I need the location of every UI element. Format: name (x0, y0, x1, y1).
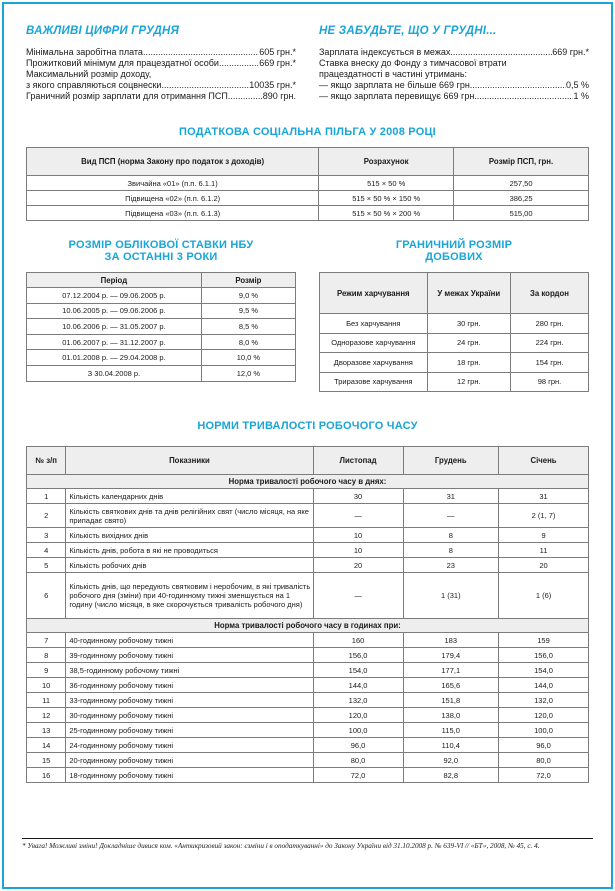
hours-section-row (27, 475, 589, 489)
per-diem-cell: 24 грн. (427, 333, 510, 353)
nbu-cell: 07.12.2004 р. — 09.06.2005 р. (27, 288, 202, 304)
top-info (26, 26, 589, 102)
psp-cell: 515 × 50 % × 200 % (319, 206, 454, 221)
hours-cell: 10 (27, 678, 66, 693)
hours-cell: 96,0 (313, 738, 403, 753)
hours-cell: 80,0 (313, 753, 403, 768)
hours-section-title: Норма тривалості робочого часу в годинах при: (27, 619, 589, 633)
hours-cell: 18-годинному робочому тижні (66, 768, 313, 783)
hours-cell: 72,0 (313, 768, 403, 783)
nbu-cell: З 30.04.2008 р. (27, 365, 202, 381)
hours-cell: 179,4 (403, 648, 499, 663)
hours-cell: 10 (313, 543, 403, 558)
nbu-cell: 9,5 % (201, 303, 295, 319)
indexation-label: Зарплата індексується в межах (319, 47, 451, 57)
per-diem-cell: Одноразове харчування (320, 333, 428, 353)
hours-cell: 1 (6) (499, 573, 589, 619)
important-item-label: Прожитковий мінімум для працездатної особи (26, 58, 219, 68)
hours-cell: 11 (27, 693, 66, 708)
hours-cell: 20-годинному робочому тижні (66, 753, 313, 768)
hours-cell: 100,0 (313, 723, 403, 738)
important-item-label: Мінімальна заробітна плата (26, 47, 143, 57)
hours-cell: 82,8 (403, 768, 499, 783)
per-diem-cell: Триразове харчування (320, 372, 428, 392)
rate-high-value: 1 % (573, 91, 589, 101)
hours-section-row (27, 619, 589, 633)
per-diem-title-line1: ГРАНИЧНИЙ РОЗМІР (395, 239, 513, 251)
hours-cell: 30-годинному робочому тижні (66, 708, 313, 723)
hours-cell: 100,0 (499, 723, 589, 738)
hours-cell: 15 (27, 753, 66, 768)
important-item-value: 605 грн.* (259, 47, 296, 57)
nbu-header-row (27, 273, 296, 288)
nbu-cell: 9,0 % (201, 288, 295, 304)
hours-cell: 72,0 (499, 768, 589, 783)
psp-column-header: Вид ПСП (норма Закону про податок з доходів) (27, 148, 319, 176)
fund-rate-line: Ставка внеску до Фонду з тимчасової втрати (319, 58, 507, 68)
hours-row (27, 504, 589, 528)
hours-cell: 13 (27, 723, 66, 738)
nbu-cell: 10,0 % (201, 350, 295, 366)
hours-cell: 7 (27, 633, 66, 648)
hours-cell: Кількість днів, робота в які не проводиться (66, 543, 313, 558)
important-item (26, 80, 296, 91)
per-diem-cell: 12 грн. (427, 372, 510, 392)
nbu-column-header: Розмір (201, 273, 295, 288)
per-diem-title (319, 239, 589, 263)
important-item-label: Граничний розмір зарплати для отримання ПСП (26, 91, 228, 101)
per-diem-cell: Без харчування (320, 314, 428, 334)
hours-cell: 132,0 (499, 693, 589, 708)
per-diem-row (320, 372, 589, 392)
dont-forget-title: НЕ ЗАБУДЬТЕ, ЩО У ГРУДНІ... (319, 25, 497, 37)
hours-cell: 14 (27, 738, 66, 753)
hours-cell: — (313, 504, 403, 528)
nbu-row (27, 288, 296, 304)
hours-cell: 110,4 (403, 738, 499, 753)
hours-column-header: Грудень (403, 447, 499, 475)
per-diem-cell: 154 грн. (510, 353, 588, 373)
per-diem-cell: Дворазове харчування (320, 353, 428, 373)
hours-cell: 1 (27, 489, 66, 504)
hours-column-header: № з/п (27, 447, 66, 475)
nbu-title-line1: РОЗМІР ОБЛІКОВОЇ СТАВКИ НБУ (68, 239, 254, 251)
psp-cell: Звичайна «01» (п.п. 6.1.1) (27, 176, 319, 191)
hours-column-header: Листопад (313, 447, 403, 475)
hours-cell: — (313, 573, 403, 619)
psp-cell: 257,50 (454, 176, 589, 191)
hours-cell: 20 (313, 558, 403, 573)
nbu-row (27, 303, 296, 319)
hours-cell: 12 (27, 708, 66, 723)
psp-cell: 515,00 (454, 206, 589, 221)
per-diem-row (320, 353, 589, 373)
rate-high-label: — якщо зарплата перевищує 669 грн. (319, 91, 477, 101)
psp-column-header: Розрахунок (319, 148, 454, 176)
hours-row (27, 753, 589, 768)
hours-cell: 4 (27, 543, 66, 558)
nbu-title-line2: ЗА ОСТАННІ 3 РОКИ (104, 251, 218, 263)
psp-row (27, 191, 589, 206)
hours-title: НОРМИ ТРИВАЛОСТІ РОБОЧОГО ЧАСУ (197, 420, 418, 432)
hours-row (27, 723, 589, 738)
hours-cell: — (403, 504, 499, 528)
hours-cell: 8 (27, 648, 66, 663)
hours-cell: 183 (403, 633, 499, 648)
nbu-title (26, 239, 296, 263)
hours-cell: Кількість святкових днів та днів релігійних свят (число місяця, на яке припадає свято) (66, 504, 313, 528)
hours-row (27, 528, 589, 543)
hours-cell: 144,0 (499, 678, 589, 693)
hours-cell: 2 (27, 504, 66, 528)
important-item-label: з якого справляються соцвнески (26, 80, 162, 90)
nbu-row (27, 350, 296, 366)
important-figures-title: ВАЖЛИВІ ЦИФРИ ГРУДНЯ (26, 25, 180, 37)
hours-cell: 20 (499, 558, 589, 573)
hours-cell: 36-годинному робочому тижні (66, 678, 313, 693)
hours-cell: 16 (27, 768, 66, 783)
psp-cell: Підвищена «03» (п.п. 6.1.3) (27, 206, 319, 221)
psp-header-row (27, 148, 589, 176)
hours-section-title: Норма тривалості робочого часу в днях: (27, 475, 589, 489)
psp-column-header: Розмір ПСП, грн. (454, 148, 589, 176)
per-diem-column-header: У межах України (427, 273, 510, 314)
hours-column-header: Показники (66, 447, 313, 475)
important-item (26, 91, 296, 102)
hours-cell: 9 (499, 528, 589, 543)
important-figures (26, 26, 296, 102)
hours-cell: 156,0 (499, 648, 589, 663)
hours-cell: 24-годинному робочому тижні (66, 738, 313, 753)
psp-title: ПОДАТКОВА СОЦІАЛЬНА ПІЛЬГА У 2008 РОЦІ (179, 126, 436, 138)
hours-cell: 31 (403, 489, 499, 504)
hours-column-header: Січень (499, 447, 589, 475)
nbu-row (27, 334, 296, 350)
hours-cell: 115,0 (403, 723, 499, 738)
important-item (26, 47, 296, 58)
per-diem-table (319, 272, 589, 392)
hours-cell: 165,6 (403, 678, 499, 693)
hours-cell: 38,5-годинному робочому тижні (66, 663, 313, 678)
psp-cell: 515 × 50 % × 150 % (319, 191, 454, 206)
nbu-cell: 01.01.2008 р. — 29.04.2008 р. (27, 350, 202, 366)
hours-table (26, 446, 589, 783)
rate-low-value: 0,5 % (565, 80, 589, 90)
hours-cell: Кількість днів, що передують святковим і неробочим, в які тривалість робочого дня (зміни) при 40-годинному тижні зменшується на 1 годину (число місяця, в яке скорочується тривалість робочого дня) (66, 573, 313, 619)
per-diem-cell: 224 грн. (510, 333, 588, 353)
per-diem-row (320, 314, 589, 334)
hours-row (27, 708, 589, 723)
psp-row (27, 206, 589, 221)
important-item (26, 58, 296, 69)
per-diem-column-header: За кордон (510, 273, 588, 314)
hours-cell: 151,8 (403, 693, 499, 708)
per-diem-cell: 18 грн. (427, 353, 510, 373)
hours-cell: 9 (27, 663, 66, 678)
hours-row (27, 768, 589, 783)
nbu-row (27, 365, 296, 381)
important-list (26, 47, 296, 102)
fund-rate-line-2: працездатності в частині утримань: (319, 69, 468, 79)
hours-cell: 8 (403, 543, 499, 558)
nbu-cell: 01.06.2007 р. — 31.12.2007 р. (27, 334, 202, 350)
hours-cell: 154,0 (313, 663, 403, 678)
hours-cell: 39-годинному робочому тижні (66, 648, 313, 663)
per-diem-title-line2: ДОБОВИХ (425, 251, 483, 263)
psp-table (26, 147, 589, 221)
nbu-cell: 10.06.2006 р. — 31.05.2007 р. (27, 319, 202, 335)
hours-cell: 177,1 (403, 663, 499, 678)
important-item-value: 669 грн.* (259, 58, 296, 68)
per-diem-row (320, 333, 589, 353)
psp-cell: Підвищена «02» (п.п. 6.1.2) (27, 191, 319, 206)
hours-cell: 160 (313, 633, 403, 648)
hours-cell: 120,0 (313, 708, 403, 723)
hours-cell: 8 (403, 528, 499, 543)
hours-cell: 2 (1, 7) (499, 504, 589, 528)
middle-tables (26, 239, 589, 392)
rate-low-line (319, 80, 589, 91)
important-item-label: Максимальний розмір доходу, (26, 69, 152, 79)
indexation-value: 669 грн.* (552, 47, 589, 57)
nbu-cell: 10.06.2005 р. — 09.06.2006 р. (27, 303, 202, 319)
psp-cell: 386,25 (454, 191, 589, 206)
rate-low-label: — якщо зарплата не більше 669 грн. (319, 80, 473, 90)
nbu-cell: 12,0 % (201, 365, 295, 381)
hours-header-row (27, 447, 589, 475)
indexation-line (319, 47, 589, 58)
page-frame (2, 2, 613, 889)
hours-cell: Кількість робочих днів (66, 558, 313, 573)
hours-cell: 154,0 (499, 663, 589, 678)
hours-cell: 5 (27, 558, 66, 573)
per-diem-cell: 280 грн. (510, 314, 588, 334)
hours-row (27, 648, 589, 663)
hours-cell: 92,0 (403, 753, 499, 768)
hours-cell: 96,0 (499, 738, 589, 753)
rate-high-line (319, 91, 589, 102)
psp-row (27, 176, 589, 191)
hours-cell: 144,0 (313, 678, 403, 693)
hours-cell: 25-годинному робочому тижні (66, 723, 313, 738)
hours-cell: Кількість вихідних днів (66, 528, 313, 543)
nbu-column-header: Період (27, 273, 202, 288)
hours-cell: 11 (499, 543, 589, 558)
important-item-value: 890 грн. (262, 91, 296, 101)
hours-cell: 3 (27, 528, 66, 543)
hours-cell: 10 (313, 528, 403, 543)
hours-row (27, 678, 589, 693)
per-diem-cell: 30 грн. (427, 314, 510, 334)
hours-cell: Кількість календарних днів (66, 489, 313, 504)
hours-cell: 159 (499, 633, 589, 648)
nbu-rate-block (26, 239, 296, 392)
nbu-cell: 8,0 % (201, 334, 295, 350)
hours-row (27, 489, 589, 504)
hours-row (27, 543, 589, 558)
hours-row (27, 633, 589, 648)
hours-cell: 30 (313, 489, 403, 504)
footnote: * Увага! Можливі зміни! Докладніше дивися ком. «Антикризовий закон: єзміни і в оподаткуванні» до Закону України від 31.10.2008 р. № 639-VI // «БТ», 2008, № 45, с. 4. (22, 838, 593, 852)
hours-row (27, 663, 589, 678)
hours-cell: 1 (31) (403, 573, 499, 619)
hours-cell: 23 (403, 558, 499, 573)
nbu-cell: 8,5 % (201, 319, 295, 335)
per-diem-header-row (320, 273, 589, 314)
hours-cell: 40-годинному робочому тижні (66, 633, 313, 648)
hours-cell: 80,0 (499, 753, 589, 768)
hours-cell: 33-годинному робочому тижні (66, 693, 313, 708)
hours-cell: 156,0 (313, 648, 403, 663)
per-diem-column-header: Режим харчування (320, 273, 428, 314)
hours-row (27, 558, 589, 573)
hours-row (27, 738, 589, 753)
hours-cell: 132,0 (313, 693, 403, 708)
hours-cell: 138,0 (403, 708, 499, 723)
hours-cell: 6 (27, 573, 66, 619)
hours-cell: 31 (499, 489, 589, 504)
important-item-value: 10035 грн.* (249, 80, 296, 90)
hours-row (27, 693, 589, 708)
per-diem-block (319, 239, 589, 392)
nbu-table (26, 272, 296, 382)
dont-forget (319, 26, 589, 102)
nbu-row (27, 319, 296, 335)
psp-cell: 515 × 50 % (319, 176, 454, 191)
important-item (26, 69, 296, 80)
hours-row (27, 573, 589, 619)
per-diem-cell: 98 грн. (510, 372, 588, 392)
hours-cell: 120,0 (499, 708, 589, 723)
